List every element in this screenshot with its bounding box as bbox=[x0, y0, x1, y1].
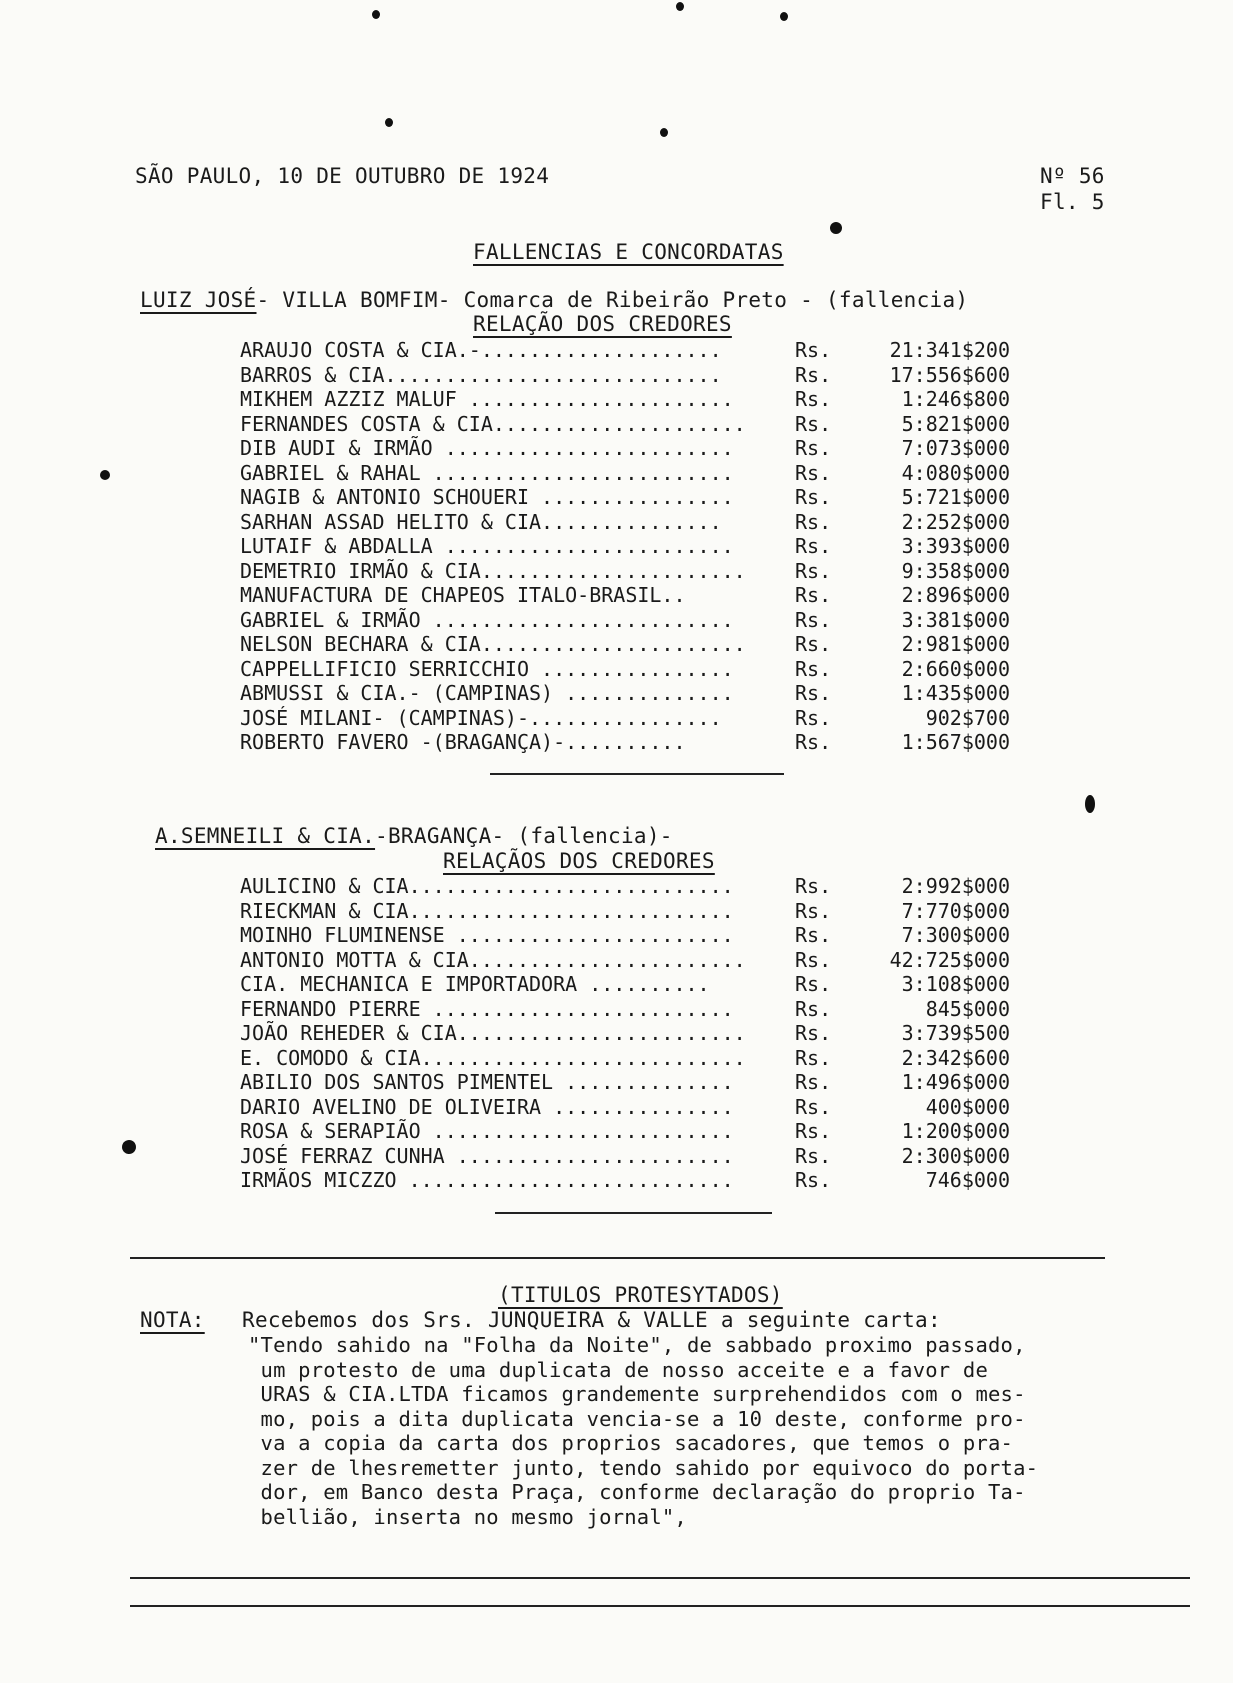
letter-line: "Tendo sahido na "Folha da Noite", de sabbado proximo passado, bbox=[248, 1333, 1026, 1357]
creditor-row bbox=[240, 412, 1010, 436]
currency-label: Rs. bbox=[795, 411, 832, 436]
creditor-row bbox=[240, 363, 1010, 387]
creditor-row bbox=[240, 972, 1010, 996]
credit-amount: 5:721$000 bbox=[901, 485, 1010, 509]
creditor-row bbox=[240, 534, 1010, 558]
currency-label: Rs. bbox=[795, 705, 832, 730]
credit-amount: 2:992$000 bbox=[901, 874, 1010, 898]
credit-amount: 1:496$000 bbox=[901, 1070, 1010, 1094]
currency-label: Rs. bbox=[795, 972, 832, 996]
creditors-subtitle: RELAÇÃO DOS CREDORES bbox=[473, 312, 732, 336]
document-number: Nº 56 bbox=[1040, 164, 1105, 188]
currency-label: Rs. bbox=[795, 534, 832, 558]
divider bbox=[130, 1605, 1190, 1607]
creditor-row bbox=[240, 583, 1010, 607]
creditor-name: MIKHEM AZZIZ MALUF ...................... bbox=[240, 387, 734, 411]
creditor-row bbox=[240, 997, 1010, 1021]
credit-amount: 2:896$000 bbox=[901, 583, 1010, 607]
creditor-row bbox=[240, 874, 1010, 898]
credit-amount: 845$000 bbox=[925, 996, 1010, 1021]
currency-label: Rs. bbox=[795, 996, 832, 1021]
credit-amount: 2:300$000 bbox=[901, 1143, 1010, 1168]
debtor-name: LUIZ JOSÉ bbox=[140, 288, 257, 312]
creditor-row bbox=[240, 1021, 1010, 1045]
nota-label bbox=[140, 1308, 205, 1332]
creditor-row bbox=[240, 681, 1010, 705]
section-title: FALLENCIAS E CONCORDATAS bbox=[473, 240, 784, 264]
creditor-row bbox=[240, 485, 1010, 509]
creditor-name: ROBERTO FAVERO -(BRAGANÇA)-.......... bbox=[240, 730, 686, 754]
credit-amount: 7:770$000 bbox=[901, 898, 1010, 923]
credit-amount: 902$700 bbox=[925, 705, 1010, 730]
ink-speck bbox=[780, 12, 788, 21]
letter-line: va a copia da carta dos proprios sacadores, que temos o pra- bbox=[248, 1431, 1014, 1455]
currency-label: Rs. bbox=[795, 607, 832, 632]
credit-amount: 3:393$000 bbox=[901, 534, 1010, 558]
creditor-row bbox=[240, 1144, 1010, 1168]
creditor-name: RIECKMAN & CIA........................... bbox=[240, 898, 734, 923]
credit-amount: 2:660$000 bbox=[901, 656, 1010, 681]
currency-label: Rs. bbox=[795, 509, 832, 534]
folio-number: Fl. 5 bbox=[1040, 190, 1105, 214]
letter-line: zer de lhesremetter junto, tendo sahido por equivoco do porta- bbox=[248, 1455, 1039, 1480]
creditor-name: ABMUSSI & CIA.- (CAMPINAS) .............. bbox=[240, 681, 734, 705]
credit-amount: 1:567$000 bbox=[901, 730, 1010, 754]
creditor-name: GABRIEL & IRMÃO ......................... bbox=[240, 607, 734, 632]
currency-label: Rs. bbox=[795, 1070, 832, 1094]
currency-label: Rs. bbox=[795, 681, 832, 705]
creditor-name: CAPPELLIFICIO SERRICCHIO ................ bbox=[240, 656, 734, 681]
creditor-row bbox=[240, 730, 1010, 754]
ink-speck bbox=[660, 128, 668, 137]
ink-speck bbox=[122, 1140, 136, 1154]
credit-amount: 17:556$600 bbox=[889, 362, 1010, 387]
creditor-row bbox=[240, 387, 1010, 411]
divider bbox=[490, 773, 784, 775]
creditors-subtitle: RELAÇÃOS DOS CREDORES bbox=[443, 849, 715, 873]
currency-label: Rs. bbox=[795, 387, 832, 411]
credit-amount: 3:739$500 bbox=[901, 1021, 1010, 1045]
creditor-row bbox=[240, 923, 1010, 947]
letter-line: dor, em Banco desta Praça, conforme declaração do proprio Ta- bbox=[248, 1480, 1026, 1504]
letter-line: URAS & CIA.LTDA ficamos grandemente surprehendidos com o mes- bbox=[248, 1382, 1026, 1406]
creditor-name: NELSON BECHARA & CIA...................... bbox=[240, 632, 746, 656]
credit-amount: 2:252$000 bbox=[901, 509, 1010, 534]
creditor-row bbox=[240, 657, 1010, 681]
creditor-row bbox=[240, 899, 1010, 923]
credit-amount: 7:073$000 bbox=[901, 436, 1010, 460]
credit-amount: 746$000 bbox=[925, 1168, 1010, 1192]
credit-amount: 5:821$000 bbox=[901, 411, 1010, 436]
currency-label: Rs. bbox=[795, 1143, 832, 1168]
case-details: -BRAGANÇA- (fallencia)- bbox=[375, 824, 673, 848]
creditor-name: JOSÉ MILANI- (CAMPINAS)-................ bbox=[240, 705, 722, 730]
creditor-name: DIB AUDI & IRMÃO ........................ bbox=[240, 436, 734, 460]
creditor-name: DARIO AVELINO DE OLIVEIRA ............... bbox=[240, 1094, 734, 1119]
currency-label: Rs. bbox=[795, 1094, 832, 1119]
currency-label: Rs. bbox=[795, 1119, 832, 1143]
creditor-name: ANTONIO MOTTA & CIA....................... bbox=[240, 947, 746, 972]
creditor-name: IRMÃOS MICZZO ........................... bbox=[240, 1168, 734, 1192]
nota-label-text: NOTA: bbox=[140, 1308, 205, 1332]
credit-amount: 400$000 bbox=[925, 1094, 1010, 1119]
creditor-name: JOSÉ FERRAZ CUNHA ....................... bbox=[240, 1143, 734, 1168]
creditor-name: BARROS & CIA............................ bbox=[240, 362, 722, 387]
divider bbox=[130, 1257, 1105, 1259]
ink-speck bbox=[676, 2, 684, 11]
currency-label: Rs. bbox=[795, 362, 832, 387]
divider bbox=[130, 1577, 1190, 1579]
letter-line: um protesto de uma duplicata de nosso acceite e a favor de bbox=[248, 1357, 988, 1382]
ink-speck bbox=[1085, 795, 1095, 813]
currency-label: Rs. bbox=[795, 1168, 832, 1192]
currency-label: Rs. bbox=[795, 485, 832, 509]
credit-amount: 3:381$000 bbox=[901, 607, 1010, 632]
creditor-name: JOÃO REHEDER & CIA........................ bbox=[240, 1021, 746, 1045]
currency-label: Rs. bbox=[795, 898, 832, 923]
letter-line: bellião, inserta no mesmo jornal", bbox=[248, 1504, 687, 1529]
currency-label: Rs. bbox=[795, 656, 832, 681]
creditor-name: CIA. MECHANICA E IMPORTADORA .......... bbox=[240, 972, 710, 996]
credit-amount: 7:300$000 bbox=[901, 923, 1010, 947]
case-heading bbox=[155, 824, 673, 848]
ink-speck bbox=[385, 118, 393, 127]
creditor-name: DEMETRIO IRMÃO & CIA...................... bbox=[240, 558, 746, 583]
credit-amount: 2:981$000 bbox=[901, 632, 1010, 656]
nota-intro: Recebemos dos Srs. JUNQUEIRA & VALLE a seguinte carta: bbox=[242, 1308, 941, 1332]
creditor-row bbox=[240, 706, 1010, 730]
currency-label: Rs. bbox=[795, 947, 832, 972]
creditor-row bbox=[240, 559, 1010, 583]
creditor-name: MOINHO FLUMINENSE ....................... bbox=[240, 923, 734, 947]
creditor-row bbox=[240, 1070, 1010, 1094]
debtor-name: A.SEMNEILI & CIA. bbox=[155, 824, 376, 848]
creditor-row bbox=[240, 338, 1010, 362]
credit-amount: 42:725$000 bbox=[889, 947, 1010, 972]
creditor-row bbox=[240, 1168, 1010, 1192]
creditor-name: E. COMODO & CIA........................... bbox=[240, 1045, 746, 1070]
currency-label: Rs. bbox=[795, 583, 832, 607]
creditor-row bbox=[240, 632, 1010, 656]
creditor-name: NAGIB & ANTONIO SCHOUERI ................ bbox=[240, 485, 734, 509]
case-details: - VILLA BOMFIM- Comarca de Ribeirão Preto - (fallencia) bbox=[256, 288, 969, 312]
credit-amount: 21:341$200 bbox=[889, 338, 1010, 362]
creditor-row bbox=[240, 1095, 1010, 1119]
credit-amount: 2:342$600 bbox=[901, 1045, 1010, 1070]
protest-title: (TITULOS PROTESYTADOS) bbox=[498, 1283, 783, 1307]
credit-amount: 3:108$000 bbox=[901, 972, 1010, 996]
creditor-name: ROSA & SERAPIÃO ......................... bbox=[240, 1119, 734, 1143]
currency-label: Rs. bbox=[795, 460, 832, 485]
creditor-name: SARHAN ASSAD HELITO & CIA............... bbox=[240, 509, 722, 534]
creditor-row bbox=[240, 510, 1010, 534]
currency-label: Rs. bbox=[795, 338, 832, 362]
creditor-name: AULICINO & CIA........................... bbox=[240, 874, 734, 898]
creditor-name: LUTAIF & ABDALLA ........................ bbox=[240, 534, 734, 558]
creditor-name: FERNANDES COSTA & CIA..................... bbox=[240, 411, 746, 436]
creditor-name: FERNANDO PIERRE ......................... bbox=[240, 996, 734, 1021]
creditor-row bbox=[240, 461, 1010, 485]
divider bbox=[495, 1212, 772, 1214]
currency-label: Rs. bbox=[795, 730, 832, 754]
creditor-name: ARAUJO COSTA & CIA.-.................... bbox=[240, 338, 722, 362]
creditor-row bbox=[240, 948, 1010, 972]
currency-label: Rs. bbox=[795, 558, 832, 583]
currency-label: Rs. bbox=[795, 1021, 832, 1045]
credit-amount: 4:080$000 bbox=[901, 460, 1010, 485]
case-heading bbox=[140, 288, 968, 312]
credit-amount: 9:358$000 bbox=[901, 558, 1010, 583]
ink-speck bbox=[372, 10, 380, 19]
date-line: SÃO PAULO, 10 DE OUTUBRO DE 1924 bbox=[135, 164, 550, 188]
ink-speck bbox=[100, 470, 110, 480]
currency-label: Rs. bbox=[795, 632, 832, 656]
creditor-row bbox=[240, 1046, 1010, 1070]
currency-label: Rs. bbox=[795, 436, 832, 460]
creditor-name: GABRIEL & RAHAL ......................... bbox=[240, 460, 734, 485]
letter-line: mo, pois a dita duplicata vencia-se a 10 deste, conforme pro- bbox=[248, 1406, 1026, 1431]
currency-label: Rs. bbox=[795, 1045, 832, 1070]
ink-speck bbox=[830, 222, 842, 234]
creditor-name: MANUFACTURA DE CHAPEOS ITALO-BRASIL.. bbox=[240, 583, 686, 607]
creditor-row bbox=[240, 436, 1010, 460]
currency-label: Rs. bbox=[795, 923, 832, 947]
creditor-row bbox=[240, 608, 1010, 632]
credit-amount: 1:246$800 bbox=[901, 387, 1010, 411]
currency-label: Rs. bbox=[795, 874, 832, 898]
creditor-row bbox=[240, 1119, 1010, 1143]
credit-amount: 1:200$000 bbox=[901, 1119, 1010, 1143]
credit-amount: 1:435$000 bbox=[901, 681, 1010, 705]
creditor-name: ABILIO DOS SANTOS PIMENTEL .............. bbox=[240, 1070, 734, 1094]
